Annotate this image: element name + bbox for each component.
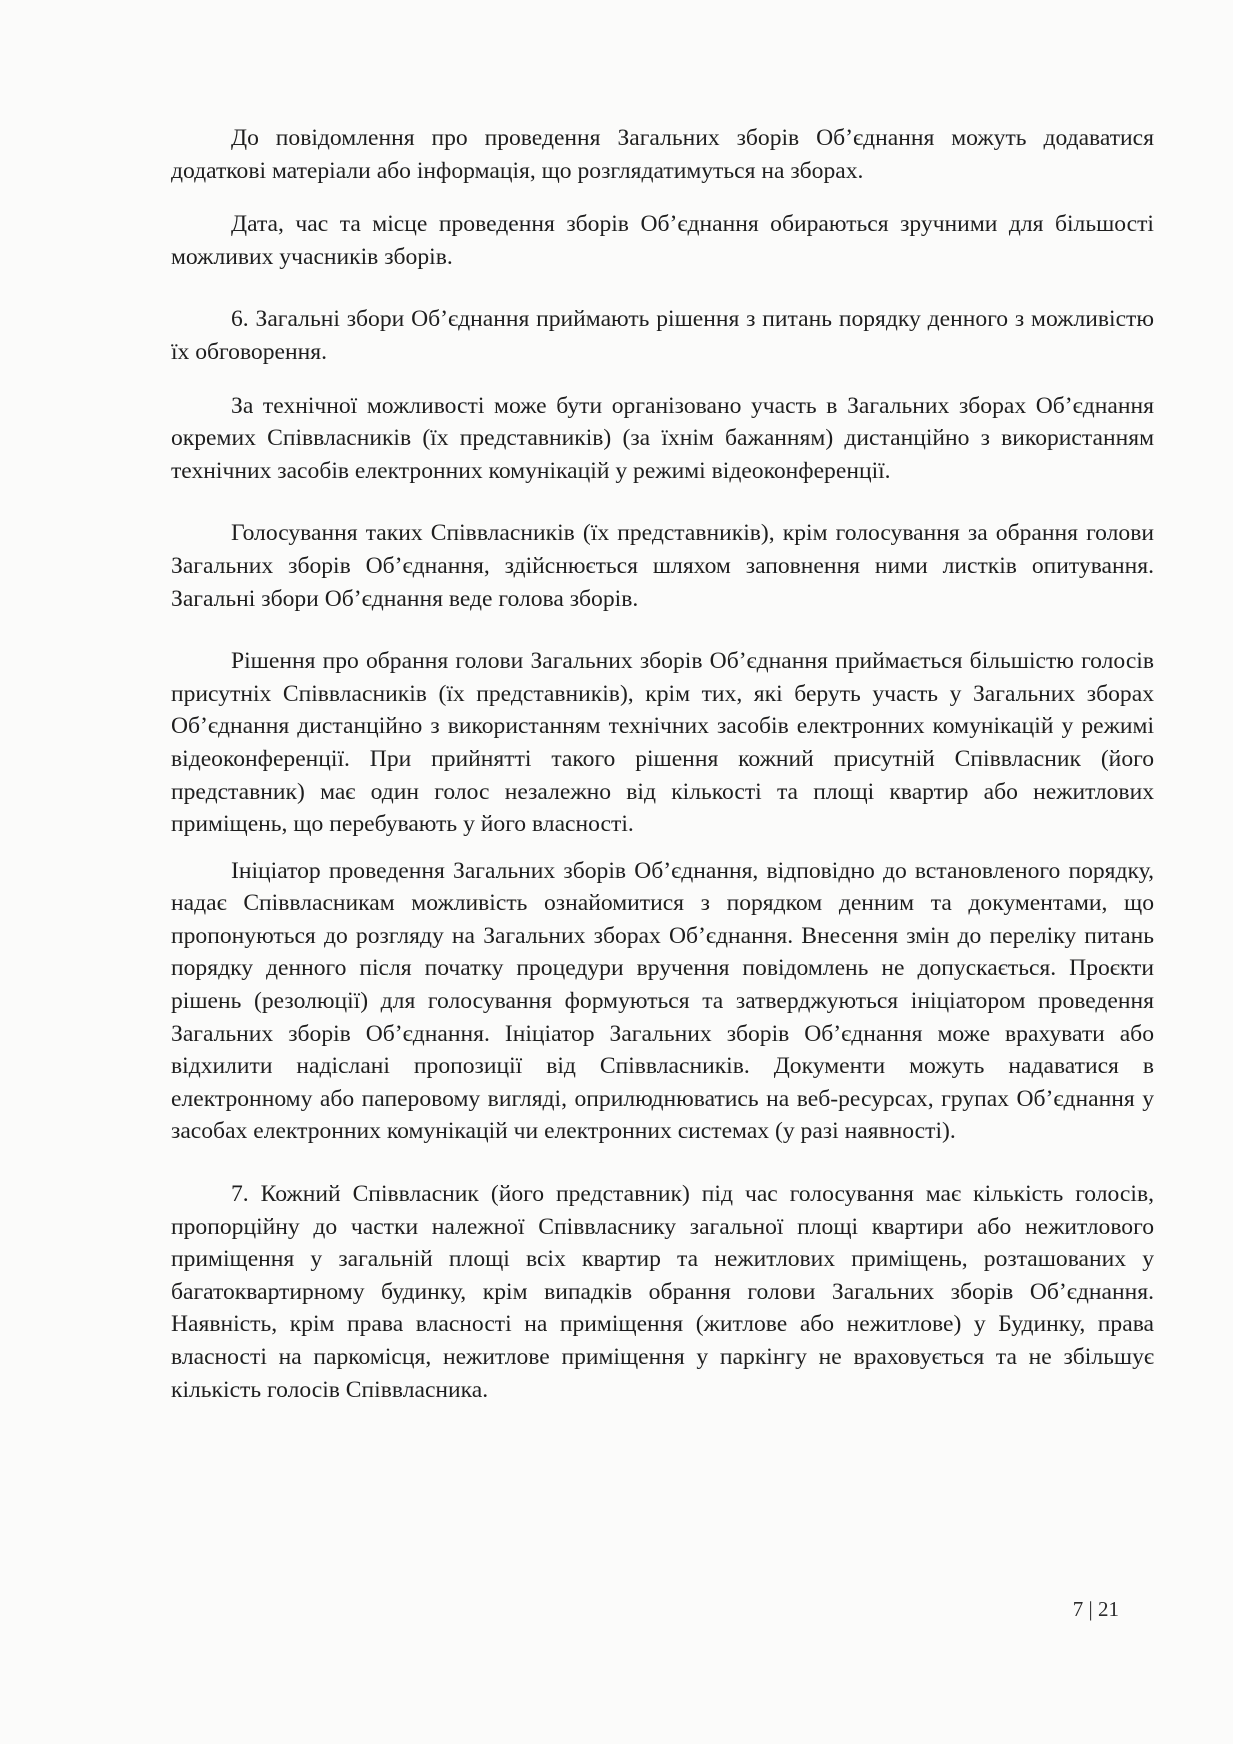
paragraph-date-time-place: Дата, час та місце проведення зборів Об’єднання обираються зручними для більшості можливих учасників зборів. bbox=[171, 211, 1154, 270]
page-number: 7 | 21 bbox=[1072, 1597, 1119, 1621]
paragraph-chair-election: Рішення про обрання голови Загальних зборів Об’єднання приймається більшістю голосів присутніх Співвласників (їх представників), крім тих, які беруть участь у Загальних зборах Об’єднання дистанційно з використанням технічних засобів електронних комунікацій у режимі відеоконференції. При прийнятті такого рішення кожний присутній Співвласник (його представник) має один голос незалежно від кількості та площі квартир або нежитлових приміщень, що перебувають у його власності. bbox=[171, 648, 1154, 838]
document-body bbox=[171, 122, 1154, 1427]
paragraph-initiator: Ініціатор проведення Загальних зборів Об’єднання, відповідно до встановленого порядку, надає Співвласникам можливість ознайомитися з порядком денним та документами, що пропонуються до розгляду на Загальних зборах Об’єднання. Внесення змін до переліку питань порядку денного після початку процедури вручення повідомлень не допускається. Проєкти рішень (резолюції) для голосування формуються та затверджуються ініціатором проведення Загальних зборів Об’єднання. Ініціатор Загальних зборів Об’єднання може врахувати або відхилити надіслані пропозиції від Співвласників. Документи можуть надаватися в електронному або паперовому вигляді, оприлюднюватись на веб-ресурсах, групах Об’єднання у засобах електронних комунікацій чи електронних системах (у разі наявності). bbox=[171, 857, 1154, 1145]
paragraph-attachments: До повідомлення про проведення Загальних зборів Об’єднання можуть додаватися додаткові матеріали або інформація, що розглядатимуться на зборах. bbox=[171, 125, 1154, 184]
paragraph-item-6: 6. Загальні збори Об’єднання приймають рішення з питань порядку денного з можливістю їх обговорення. bbox=[171, 306, 1154, 365]
paragraph-remote-voting: Голосування таких Співвласників (їх представників), крім голосування за обрання голови Загальних зборів Об’єднання, здійснюється шляхом заповнення ними листків опитування. Загальні збори Об’єднання веде голова зборів. bbox=[171, 520, 1154, 612]
paragraph-remote-participation: За технічної можливості може бути організовано участь в Загальних зборах Об’єднання окремих Співвласників (їх представників) (за їхнім бажанням) дистанційно з використанням технічних засобів електронних комунікацій у режимі відеоконференції. bbox=[171, 392, 1154, 484]
paragraph-item-7: 7. Кожний Співвласник (його представник) під час голосування має кількість голосів, пропорційну до частки належної Співвласнику загальної площі квартири або нежитлового приміщення у загальній площі всіх квартир та нежитлових приміщень, розташованих у багатоквартирному будинку, крім випадків обрання голови Загальних зборів Об’єднання. Наявність, крім права власності на приміщення (житлове або нежитлове) у Будинку, права власності на паркомісця, нежитлове приміщення у паркінгу не враховується та не збільшує кількість голосів Співвласника. bbox=[171, 1181, 1154, 1403]
